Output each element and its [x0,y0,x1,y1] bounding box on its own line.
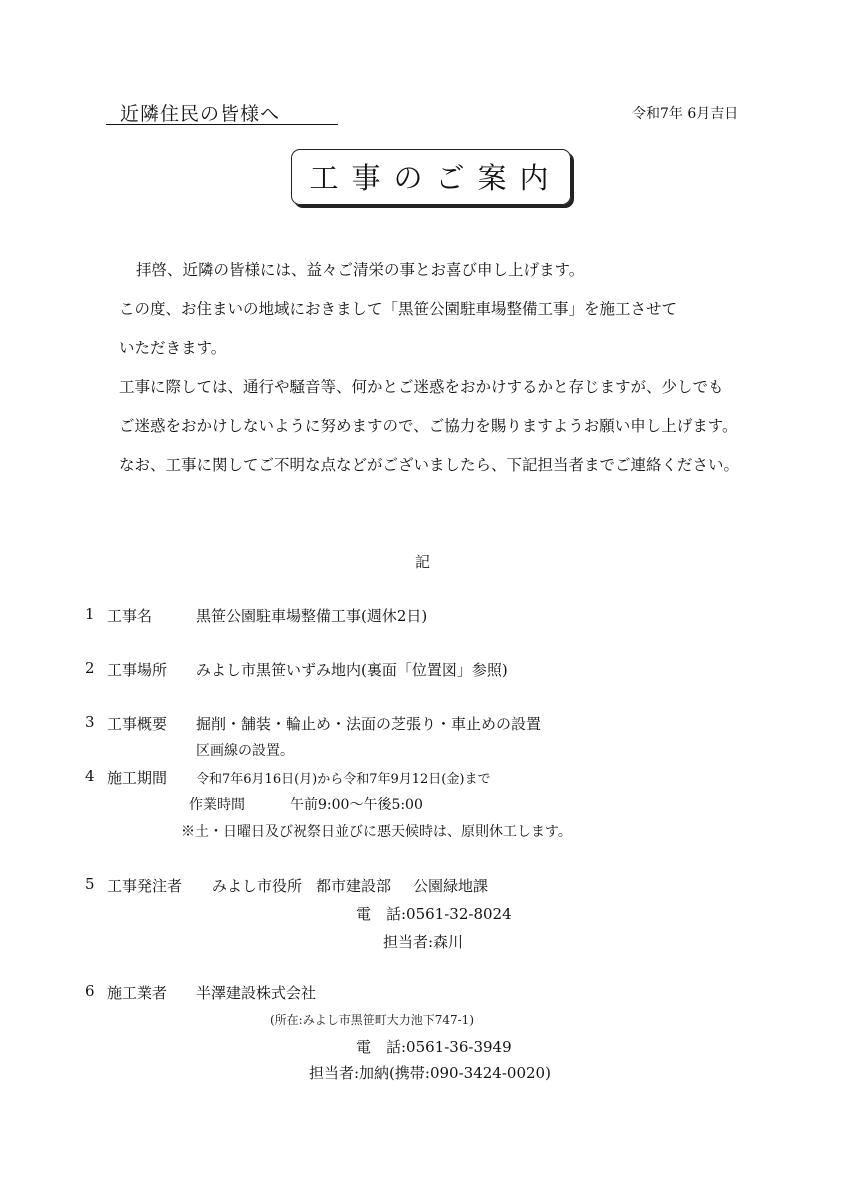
item-5-value: みよし市役所 [212,877,303,895]
item-1-number: 1 [85,605,95,623]
item-3-value-2: 区画線の設置。 [196,743,294,759]
item-2-value: みよし市黒笹いずみ地内(裏面「位置図」参照) [196,661,508,679]
page-title: 工事のご案内 [309,160,562,195]
body-line-3: いただきます。 [119,339,227,357]
item-5-number: 5 [85,875,95,893]
item-3-value-1: 掘削・舗装・輪止め・法面の芝張り・車止めの設置 [196,715,542,733]
item-5-contact: 担当者:森川 [383,933,464,951]
item-4-label: 施工期間 [107,769,168,787]
item-3-number: 3 [85,713,95,731]
item-5-dept: 都市建設部 [316,877,392,895]
item-6-label: 施工業者 [107,984,168,1002]
item-4-work-hours: 午前9:00～午後5:00 [290,797,423,813]
item-5-phone: 電 話:0561-32-8024 [356,905,512,923]
body-line-1: 拝啓、近隣の皆様には、益々ご清栄の事とお喜び申し上げます。 [136,261,585,279]
body-line-6: なお、工事に関してご不明な点などがございましたら、下記担当者までご連絡ください。 [119,456,740,474]
item-6-address: (所在:みよし市黒笹町大力池下747-1) [270,1013,475,1027]
item-6-value: 半澤建設株式会社 [196,984,317,1002]
ki-heading: 記 [415,553,431,571]
item-1-value: 黒笹公園駐車場整備工事(週休2日) [196,607,428,625]
item-4-note: ※土・日曜日及び祝祭日並びに悪天候時は、原則休工します。 [181,824,572,840]
item-6-number: 6 [85,982,95,1000]
item-4-period: 令和7年6月16日(月)から令和7年9月12日(金)まで [196,772,491,787]
body-line-2: この度、お住まいの地域におきまして「黒笹公園駐車場整備工事」を施工させて [119,300,678,318]
item-1-label: 工事名 [107,607,153,625]
item-5-section: 公園緑地課 [413,877,489,895]
item-4-work-hours-label: 作業時間 [189,797,245,813]
item-6-contact: 担当者:加納(携帯:090-3424-0020) [309,1064,551,1082]
body-line-5: ご迷惑をおかけしないように努めますので、ご協力を賜りますようお願い申し上げます。 [119,417,738,435]
addressee-underline [106,124,338,125]
item-4-number: 4 [85,767,95,785]
item-3-label: 工事概要 [107,715,168,733]
item-2-label: 工事場所 [107,661,168,679]
issue-date: 令和7年 6月吉日 [632,106,739,122]
item-6-phone: 電 話:0561-36-3949 [356,1038,512,1056]
item-2-number: 2 [85,659,95,677]
item-5-label: 工事発注者 [107,877,183,895]
addressee: 近隣住民の皆様へ [120,103,281,125]
body-line-4: 工事に際しては、通行や騒音等、何かとご迷惑をおかけするかと存じますが、少しでも [119,378,724,396]
